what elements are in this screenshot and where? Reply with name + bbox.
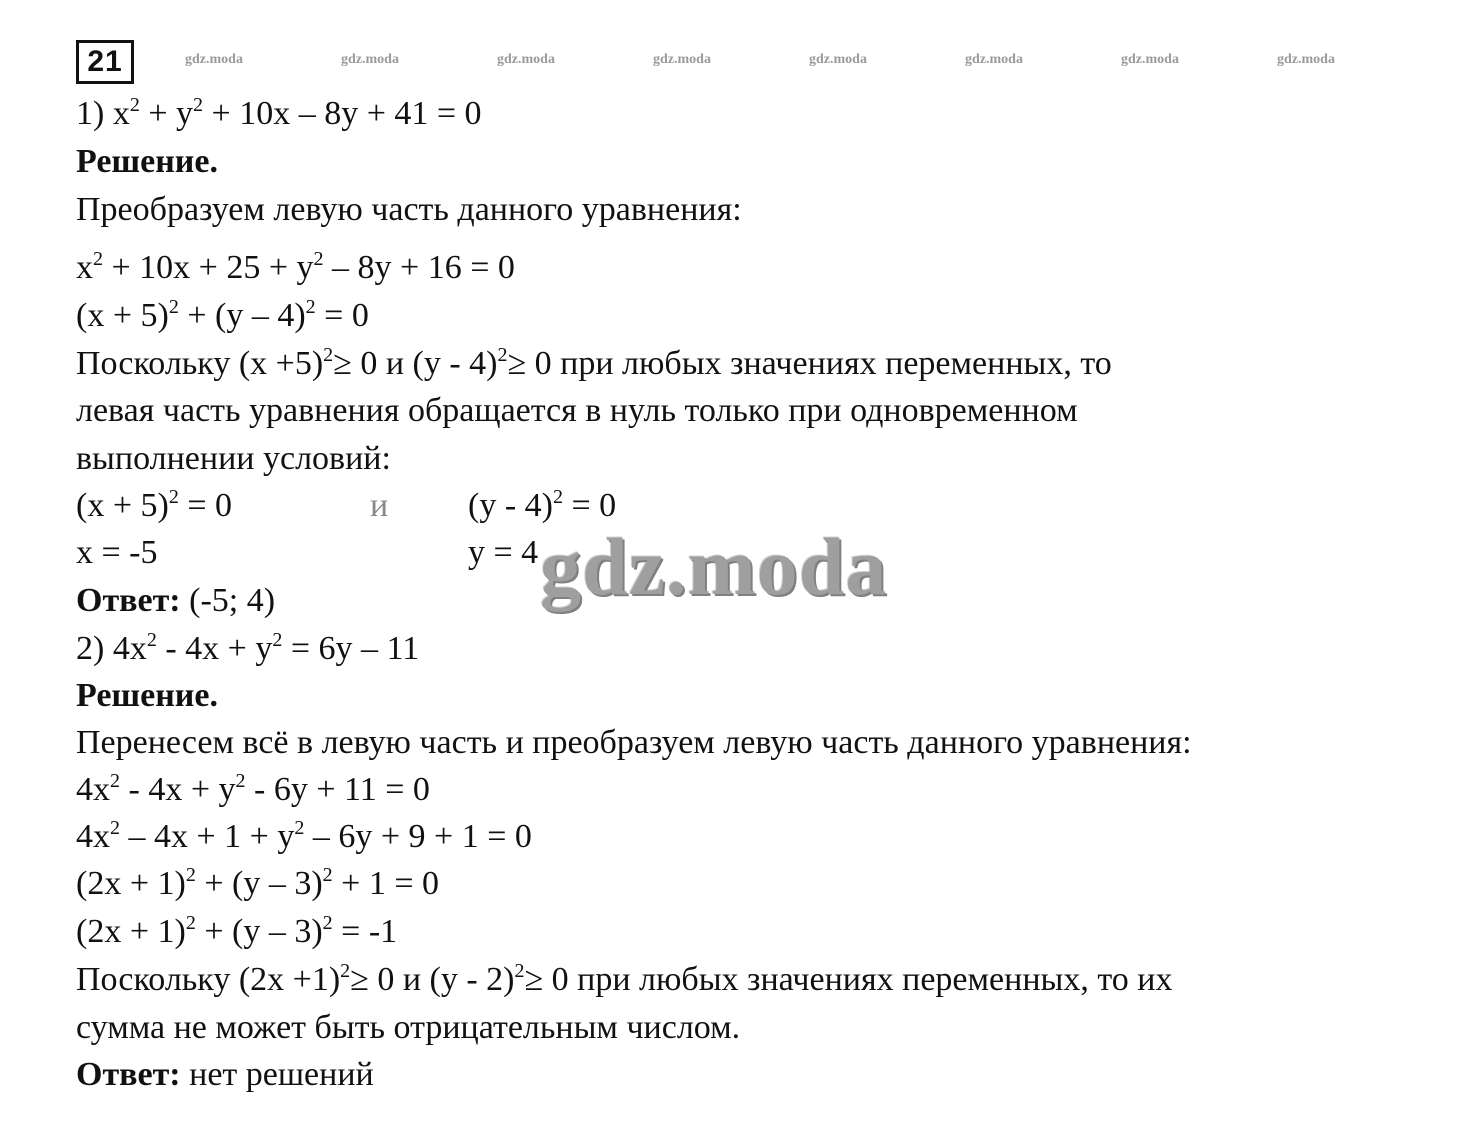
p2-step-1: $4x^2 - 4x + y^2 - 6y + 11 = 0$ [76,770,430,808]
watermark-strip [0,52,1460,72]
watermark-small: gdz.moda [965,52,1023,67]
p2-step-3: $(2x + 1)^2 + (y - 3)^2 + 1 = 0$ [76,864,440,902]
p1-result-left: x = -5 [76,534,158,571]
p1-solution-label: Решение. [76,143,218,180]
p1-intro: Преобразуем левую часть данного уравнения: [76,191,742,228]
task-number: 21 [87,45,123,78]
watermark-small: gdz.moda [341,52,399,67]
p1-reason-2: левая часть уравнения обращается в нуль только при одновременном [76,392,1078,429]
p2-answer: Ответ: нет решений [76,1056,374,1093]
p1-condition-left: $(x + 5)^2 = 0$ [76,486,233,524]
p2-equation: 2) $4x^2 - 4x + y^2 = 6y - 11$ [76,629,420,667]
p2-step-4: $(2x + 1)^2 + (y - 3)^2 = -1$ [76,912,398,950]
watermark-small: gdz.moda [1121,52,1179,67]
watermark-small: gdz.moda [653,52,711,67]
p2-reason-1: Поскольку $(2x +1)^2\ge 0$ и (y - 2)$^2$≥ 0 при любых значениях переменных, то их [76,960,1173,998]
watermark-small: gdz.moda [185,52,243,67]
watermark-small: gdz.moda [809,52,867,67]
watermark-small: gdz.moda [497,52,555,67]
p2-reason-2: сумма не может быть отрицательным числом. [76,1009,741,1046]
p1-condition-right: (y - 4)$^2$ = 0 [468,486,617,524]
p1-result-right: y = 4 [468,534,539,571]
p1-step-2: $(x + 5)^2 + (y - 4)^2 = 0$ [76,296,369,334]
watermark-small: gdz.moda [1277,52,1335,67]
p2-solution-label: Решение. [76,677,218,714]
p2-step-2: $4x^2 - 4x + 1 + y^2 - 6y + 9 + 1 = 0$ [76,817,532,855]
p1-condition-and: и [370,487,389,524]
p2-intro: Перенесем всё в левую часть и преобразуем левую часть данного уравнения: [76,724,1192,761]
p1-equation: 1) $x^2 + y^2 + 10x - 8y + 41 = 0$ [76,94,482,132]
p1-reason-3: выполнении условий: [76,440,391,477]
p1-answer: Ответ: (-5; 4) [76,582,276,619]
p1-step-1: $x^2 + 10x + 25 + y^2 - 8y + 16 = 0$ [76,248,515,286]
p1-reason-1: Поскольку $(x +5)^2\ge 0$ и (y - 4)$^2$≥ 0 при любых значениях переменных, то [76,344,1112,382]
watermark-large: gdz.moda [540,521,888,612]
